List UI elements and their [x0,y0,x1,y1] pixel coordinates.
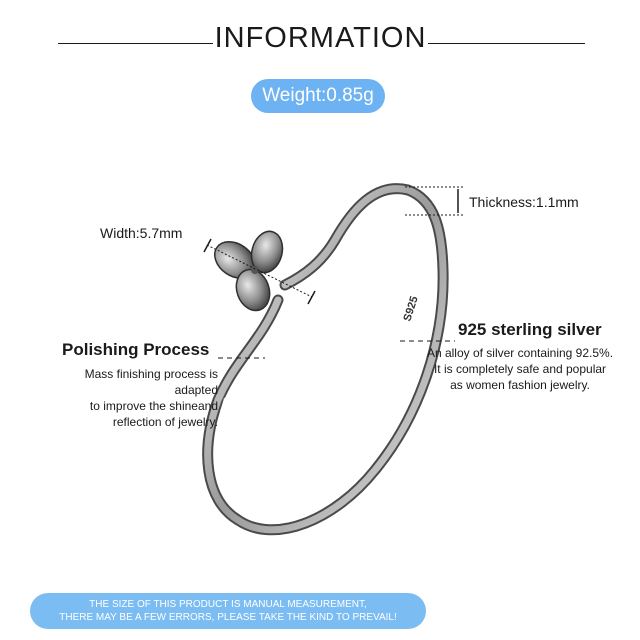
measurement-notice [30,593,426,629]
polishing-line: reflection of jewelry. [112,415,218,429]
width-label: Width:5.7mm [100,225,183,241]
polishing-line: to improve the shineand [89,399,218,413]
s925-stamp: S925 [401,294,421,323]
polishing-title: Polishing Process [62,340,210,359]
ring-band [208,189,443,530]
notice-line: THERE MAY BE A FEW ERRORS, PLEASE TAKE THE KIND TO PREVAIL! [59,612,397,623]
silver-line: It is completely safe and popular [433,362,607,376]
notice-line: THE SIZE OF THIS PRODUCT IS MANUAL MEASUREMENT, [89,599,367,610]
polishing-line: Mass finishing process is adapted [84,367,218,397]
silver-title: 925 sterling silver [458,320,602,339]
silver-description [420,345,620,393]
weight-badge: Weight:0.85g [251,79,385,113]
silver-line: An alloy of silver containing 92.5%. [426,346,614,360]
thickness-label: Thickness:1.1mm [469,194,579,210]
polishing-description [38,366,218,430]
page-title: INFORMATION [214,22,427,54]
silver-line: as women fashion jewelry. [450,378,590,392]
